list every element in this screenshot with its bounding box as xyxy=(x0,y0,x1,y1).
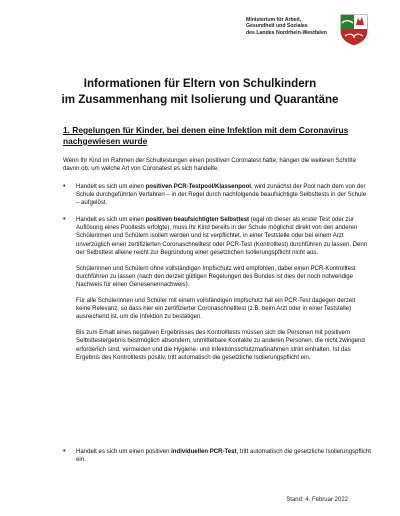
intro-paragraph: Wenn Ihr Kind im Rahmen der Schultestungen einen positiven Coronatest hatte, hängen die weiteren Schritte davon ob, um welche Art von Coronatest es sich handelte: xyxy=(63,158,357,173)
section-heading: 1. Regelungen für Kinder, bei denen eine Infektion mit dem Coronavirus nachgewiesen wurde xyxy=(63,125,349,146)
item-paragraph: Schülerinnen und Schülern ohne vollständigen Impfschutz wird empfohlen, dabei einen PCR-Kontrolltest durchführen zu lassen (nach den derzeit gültigen Regelungen des Bundes ist dies der noch notwendige Nachweis für einen Genesenennachweis). xyxy=(76,265,356,288)
list-item xyxy=(63,183,368,207)
item-text: , tritt automatisch die gesetzliche Isolierungspflicht ein. xyxy=(76,449,371,464)
item-paragraph: Für alle Schülerinnen und Schüler mit einem vollständigen Impfschutz hat ein PCR-Test dagegen derzeit keine Relevanz, so dass hier ein zertifizierter Coronaschnelltest (z.B. beim Arzt oder in einer Teststelle) ausreichend ist, um die Infektion zu bestätigen. xyxy=(76,298,356,321)
ministry-line: Gesundheit und Soziales xyxy=(246,23,308,30)
item-bold-text: individuellen PCR-Test xyxy=(171,449,237,455)
item-paragraph: Bis zum Erhalt eines negativen Ergebnisses des Kontrolltests müssen sich die Personen mit positivem Selbsttestergebnis bestmöglich absondern, unmittelbare Kontakte zu anderen Personen, die nicht zwingend erforderlich sind, vermeiden und die Hygiene- und Infektionsschutzmaßnahmen strikt einhalten. Ist das Ergebnis des Kontrolltests positiv, tritt automatisch die gesetzliche Isolierungspflicht ein. xyxy=(76,330,365,361)
nrw-coat-of-arms-icon xyxy=(340,14,368,46)
item-text: Handelt es sich um einen xyxy=(76,184,146,190)
title-line-1: Informationen für Eltern von Schulkindern xyxy=(83,77,317,90)
item-text: Handelt es sich um einen xyxy=(76,217,146,224)
item-bold-text: positiven PCR-Testpool/Klassenpool xyxy=(145,184,251,190)
title-line-2: im Zusammenhang mit Isolierung und Quarantäne xyxy=(61,93,339,106)
page-title xyxy=(0,76,400,108)
item-bold-text: positiven beaufsichtigten Selbsttest xyxy=(145,217,250,224)
item-text: Handelt es sich um einen positiven xyxy=(76,449,172,455)
ministry-line: des Landes Nordrhein-Westfalen xyxy=(246,29,327,36)
ministry-name xyxy=(246,17,327,36)
document-date: Stand: 4. Februar 2022 xyxy=(286,497,348,503)
rules-list xyxy=(63,183,368,362)
list-item xyxy=(63,216,368,361)
item-text: (egal ob dieser als erster Test oder zur Auflösung eines Pooltests erfolgte), muss Ihr Kind bereits in der Schule möglichst direkt von den anderen Schülerinnen und Schülern isoliert werden und ist verpflichtet, in einer Teststelle oder bei einem Arzt unverzüglich einen zertifizierten Coronaschnelltest oder PCR-Test (Kontrolltest) durchführen zu lassen. Denn der Selbsttest alleine reicht zur Begründung einer gesetzlichen Isolierungspflicht nicht aus. xyxy=(76,217,368,256)
ministry-line: Ministerium für Arbeit, xyxy=(246,17,302,23)
list-item xyxy=(63,448,381,464)
item-text: , wird zunächst der Pool nach dem von der Schule durchgeführten Verfahren – in der Regel durch nachfolgende beaufsichtigte Selbsttests in der Schule – aufgelöst. xyxy=(76,184,367,207)
